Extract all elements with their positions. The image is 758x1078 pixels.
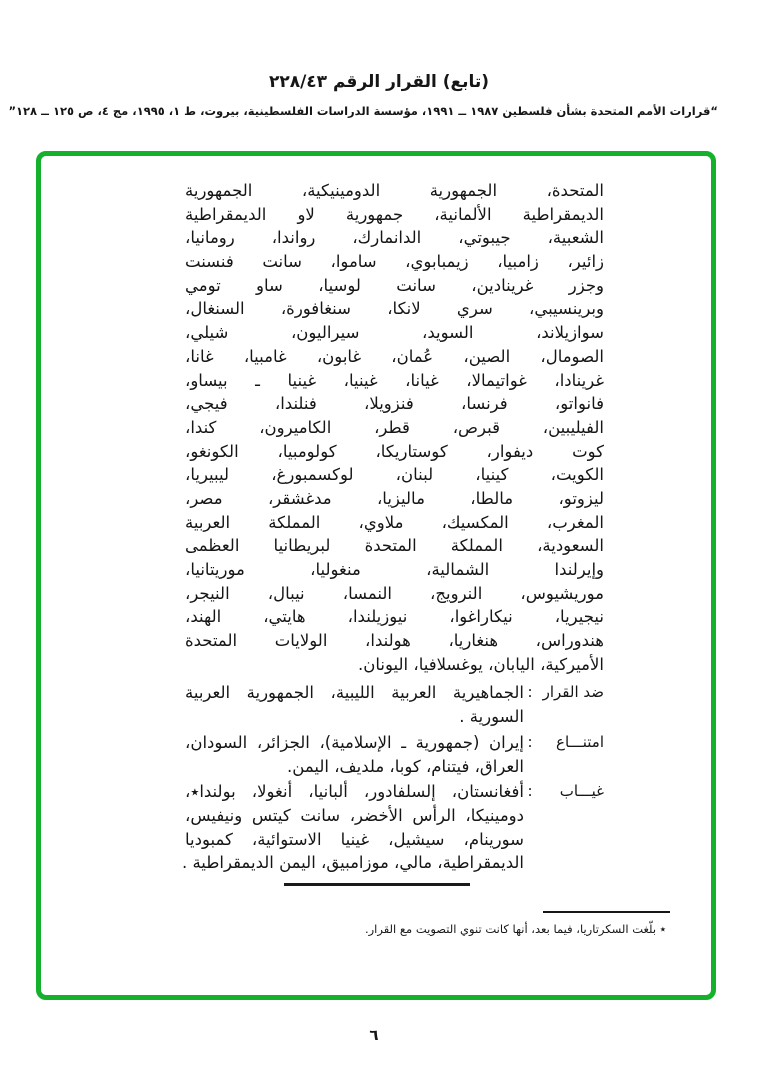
text-line: الفيليبين، قبرص، قطر، الكاميرون، كندا، [185, 417, 604, 437]
text-line: كوت ديفوار، كوستاريكا، كولومبيا، الكونغو، [185, 441, 604, 461]
footnote-rule [543, 911, 670, 913]
text-line: السورية . [459, 707, 524, 727]
against-section [185, 681, 604, 728]
text-line: موريشيوس، النرويج، النمسا، نيبال، النيجر، [185, 583, 604, 603]
text-line: فانواتو، فرنسا، فنزويلا، فنلندا، فيجي، [185, 394, 604, 414]
section-colon: : [527, 683, 533, 702]
text-line: الجماهيرية العربية الليبية، الجمهورية العربية [185, 683, 524, 703]
section-label: ضد القرار [542, 683, 604, 702]
section-body [185, 681, 524, 728]
text-line: أفغانستان، إلسلفادور، ألبانيا، أنغولا، بولندا٭، [185, 782, 524, 802]
text-line: العراق، فيتنام، كوبا، ملديف، اليمن. [287, 756, 524, 776]
text-line: الصومال، الصين، عُمان، غابون، غامبيا، غانا، [185, 346, 604, 366]
text-line: الشعبية، جيبوتي، الدانمارك، رواندا، رومانيا، [185, 228, 604, 248]
section-colon: : [527, 782, 533, 801]
section-body [185, 731, 524, 778]
closing-rule [284, 883, 470, 886]
text-line: السعودية، المملكة المتحدة لبريطانيا العظمى [185, 536, 604, 556]
footnote-block [250, 911, 670, 937]
text-line: الكويت، كينيا، لبنان، لوكسمبورغ، ليبيريا، [185, 465, 604, 485]
text-line: الديمقراطية، مالي، موزامبيق، اليمن الديمقراطية . [181, 853, 524, 873]
abstain-section [185, 731, 604, 778]
text-line: غرينادا، غواتيمالا، غيانا، غينيا، غينيا ـ بيساو، [185, 370, 604, 390]
text-line: الديمقراطية الألمانية، جمهورية لاو الديمقراطية [185, 204, 604, 224]
section-colon: : [527, 732, 533, 751]
page-title: (تابع) القرار الرقم ٢٢٨/٤٣ [268, 72, 490, 92]
text-line: وبرينسيبي، سري لانكا، سنغافورة، السنغال، [185, 299, 604, 319]
text-line: سوازيلاند، السويد، سيراليون، شيلي، [185, 323, 604, 343]
text-line: المغرب، المكسيك، ملاوي، المملكة العربية [185, 512, 604, 532]
text-line: إيران (جمهورية ـ الإسلامية)، الجزائر، السودان، [185, 732, 524, 752]
text-line: دومينيكا، الرأس الأخضر، سانت كيتس ونيفيس، [185, 805, 524, 825]
text-line: وجزر غرينادين، سانت لوسيا، ساو تومي [185, 275, 604, 295]
text-column [181, 179, 604, 886]
page-number: ٦ [369, 1026, 379, 1044]
section-body [181, 780, 524, 875]
text-line: الأميركية، اليابان، يوغسلافيا، اليونان. [358, 654, 604, 674]
section-label: غيـــاب [559, 782, 604, 801]
text-line: المتحدة، الجمهورية الدومينيكية، الجمهورية [185, 181, 604, 200]
section-label: امتنـــاع [556, 732, 604, 751]
text-line: هندوراس، هنغاريا، هولندا، الولايات المتحدة [185, 631, 604, 651]
vote-sections [181, 681, 604, 875]
text-line: سورينام، سيشيل، غينيا الاستوائية، كمبوديا [185, 829, 524, 849]
voting-list [185, 179, 604, 676]
text-line: نيجيريا، نيكاراغوا، نيوزيلندا، هايتي، الهند، [185, 607, 604, 627]
text-line: وإيرلندا الشمالية، منغوليا، موريتانيا، [185, 560, 604, 579]
absent-section [181, 780, 604, 875]
text-line: ليزوتو، مالطا، ماليزيا، مدغشقر، مصر، [185, 488, 604, 508]
source-citation: “قرارات الأمم المتحدة بشأن فلسطين ١٩٨٧ ــ ١٩٩١، مؤسسة الدراسات الفلسطينية، بيروت، ط ١، ١٩٩٥، مج ٤، ص ١٢٥ ــ ١٢٨” [8, 104, 718, 118]
footnote-text: ٭ بلّغت السكرتاريا، فيما بعد، أنها كانت تنوي التصويت مع القرار. [364, 922, 666, 936]
text-line: زائير، زامبيا، زيمبابوي، ساموا، سانت فنسنت [185, 252, 604, 272]
